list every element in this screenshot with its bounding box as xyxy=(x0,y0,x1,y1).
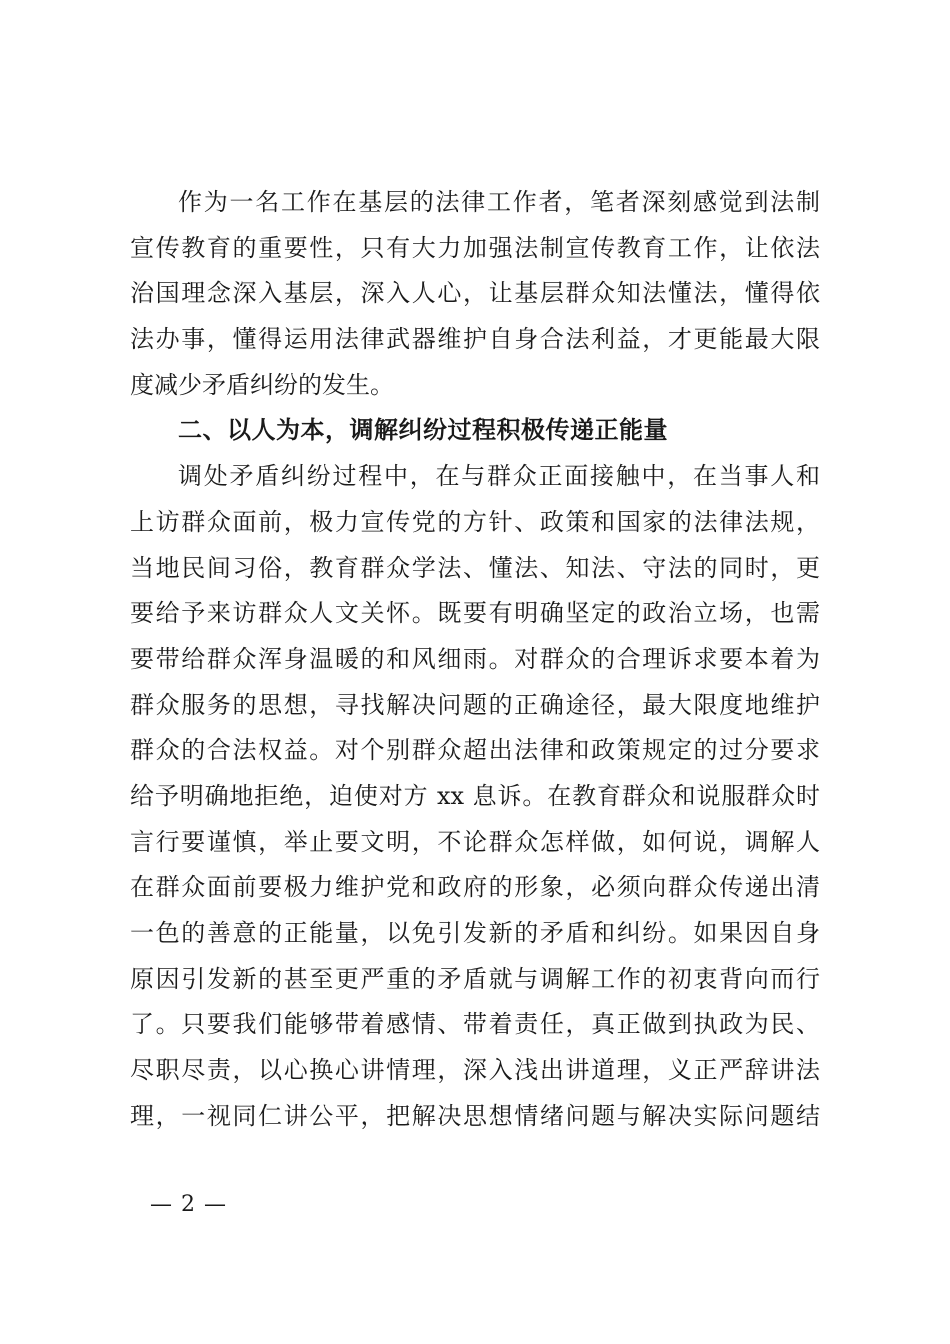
paragraph-line: 理，一视同仁讲公平，把解决思想情绪问题与解决实际问题结 xyxy=(130,1101,820,1130)
page-number: — 2 — xyxy=(150,1192,227,1217)
paragraph-line: 言行要谨慎，举止要文明，不论群众怎样做，如何说，调解人 xyxy=(130,827,820,856)
section-heading: 二、以人为本，调解纠纷过程积极传递正能量 xyxy=(178,416,668,445)
paragraph-line: 法办事，懂得运用法律武器维护自身合法利益，才更能最大限 xyxy=(130,325,820,354)
paragraph-line: 要给予来访群众人文关怀。既要有明确坚定的政治立场，也需 xyxy=(130,599,820,628)
paragraph-line: 一色的善意的正能量，以免引发新的矛盾和纠纷。如果因自身 xyxy=(130,919,820,947)
paragraph-line: 在群众面前要极力维护党和政府的形象，必须向群众传递出清 xyxy=(130,873,820,902)
paragraph-line: 作为一名工作在基层的法律工作者，笔者深刻感觉到法制 xyxy=(178,188,820,216)
body-text xyxy=(130,180,820,1139)
paragraph-line: 尽职尽责，以心换心讲情理，深入浅出讲道理，义正严辞讲法 xyxy=(130,1056,820,1085)
paragraph-line: 了。只要我们能够带着感情、带着责任，真正做到执政为民、 xyxy=(130,1010,820,1039)
paragraph-line: 调处矛盾纠纷过程中，在与群众正面接触中，在当事人和 xyxy=(178,462,820,491)
paragraph-line: 当地民间习俗，教育群众学法、懂法、知法、守法的同时，更 xyxy=(130,553,820,582)
paragraph-line: 群众的合法权益。对个别群众超出法律和政策规定的过分要求 xyxy=(130,736,820,765)
paragraph-line: 度减少矛盾纠纷的发生。 xyxy=(130,370,394,399)
paragraph-line: 上访群众面前，极力宣传党的方针、政策和国家的法律法规， xyxy=(130,507,820,536)
paragraph-line: 给予明确地拒绝，迫使对方 xx 息诉。在教育群众和说服群众时 xyxy=(130,781,820,810)
paragraph-line: 群众服务的思想，寻找解决问题的正确途径，最大限度地维护 xyxy=(130,690,820,719)
paragraph-line: 要带给群众浑身温暖的和风细雨。对群众的合理诉求要本着为 xyxy=(130,644,820,673)
paragraph-line: 治国理念深入基层，深入人心，让基层群众知法懂法，懂得依 xyxy=(130,279,820,308)
paragraph-line: 宣传教育的重要性，只有大力加强法制宣传教育工作，让依法 xyxy=(130,233,820,262)
paragraph-line: 原因引发新的甚至更严重的矛盾就与调解工作的初衷背向而行 xyxy=(130,964,820,993)
